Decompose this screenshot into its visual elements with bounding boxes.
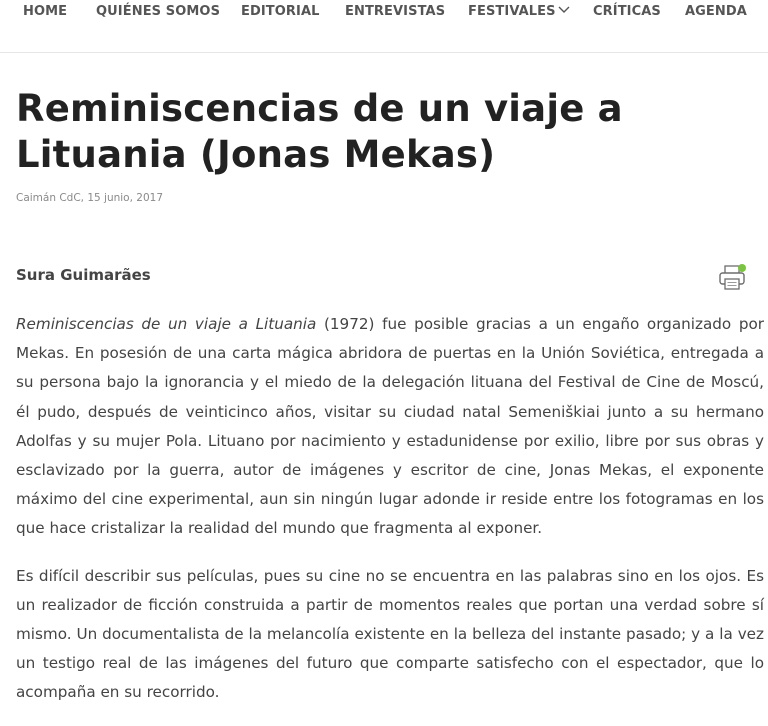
article-title: Reminiscencias de un viaje a Lituania (Jonas Mekas)	[16, 87, 623, 176]
printer-icon	[718, 263, 748, 291]
article-author: Sura Guimarães	[16, 266, 151, 284]
nav-criticas[interactable]: CRÍTICAS	[593, 4, 661, 19]
article-meta: Caimán CdC, 15 junio, 2017	[16, 192, 164, 204]
nav-home[interactable]: HOME	[23, 4, 68, 19]
nav-festivales-label: FESTIVALES	[468, 4, 556, 19]
film-title: Reminiscencias de un viaje a Lituania	[16, 315, 317, 333]
print-button[interactable]	[718, 263, 748, 291]
article-paragraph: Es difícil describir sus películas, pues su cine no se encuentra en las palabras sino en los ojos. Es un realizador de ficción construida a partir de momentos reales que portan una verdad sobre sí mismo. Un documentalista de la melancolía existente en la belleza del instante pasado; y a la vez un testigo real de las imágenes del futuro que comparte satisfecho con el espectador, que lo acompaña en su recorrido.	[16, 566, 764, 702]
chevron-down-icon	[558, 6, 570, 14]
nav-quienes-somos[interactable]: QUIÉNES SOMOS	[96, 4, 221, 19]
article-paragraph	[16, 310, 764, 544]
article-body	[16, 310, 764, 726]
nav-agenda[interactable]: AGENDA	[685, 4, 747, 19]
nav-editorial[interactable]: EDITORIAL	[241, 4, 320, 19]
nav-festivales[interactable]	[468, 4, 570, 19]
main-navigation	[0, 0, 768, 53]
nav-entrevistas[interactable]: ENTREVISTAS	[345, 4, 446, 19]
paragraph-text: (1972) fue posible gracias a un engaño organizado por Mekas. En posesión de una carta mágica abridora de puertas en la Unión Soviética, entregada a su persona bajo la ignorancia y el miedo de la delegación lituana del Festival de Cine de Moscú, él pudo, después de veinticinco años, visitar su ciudad natal Semeniškiai junto a su hermano Adolfas y su mujer Pola. Lituano por nacimiento y estadunidense por exilio, libre por sus obras y esclavizado por la guerra, autor de imágenes y escritor de cine, Jonas Mekas, el exponente máximo del cine experimental, aun sin ningún lugar adonde ir reside entre los fotogramas en los que hace cristalizar la realidad del mundo que fragmenta al exponer.	[16, 315, 764, 538]
